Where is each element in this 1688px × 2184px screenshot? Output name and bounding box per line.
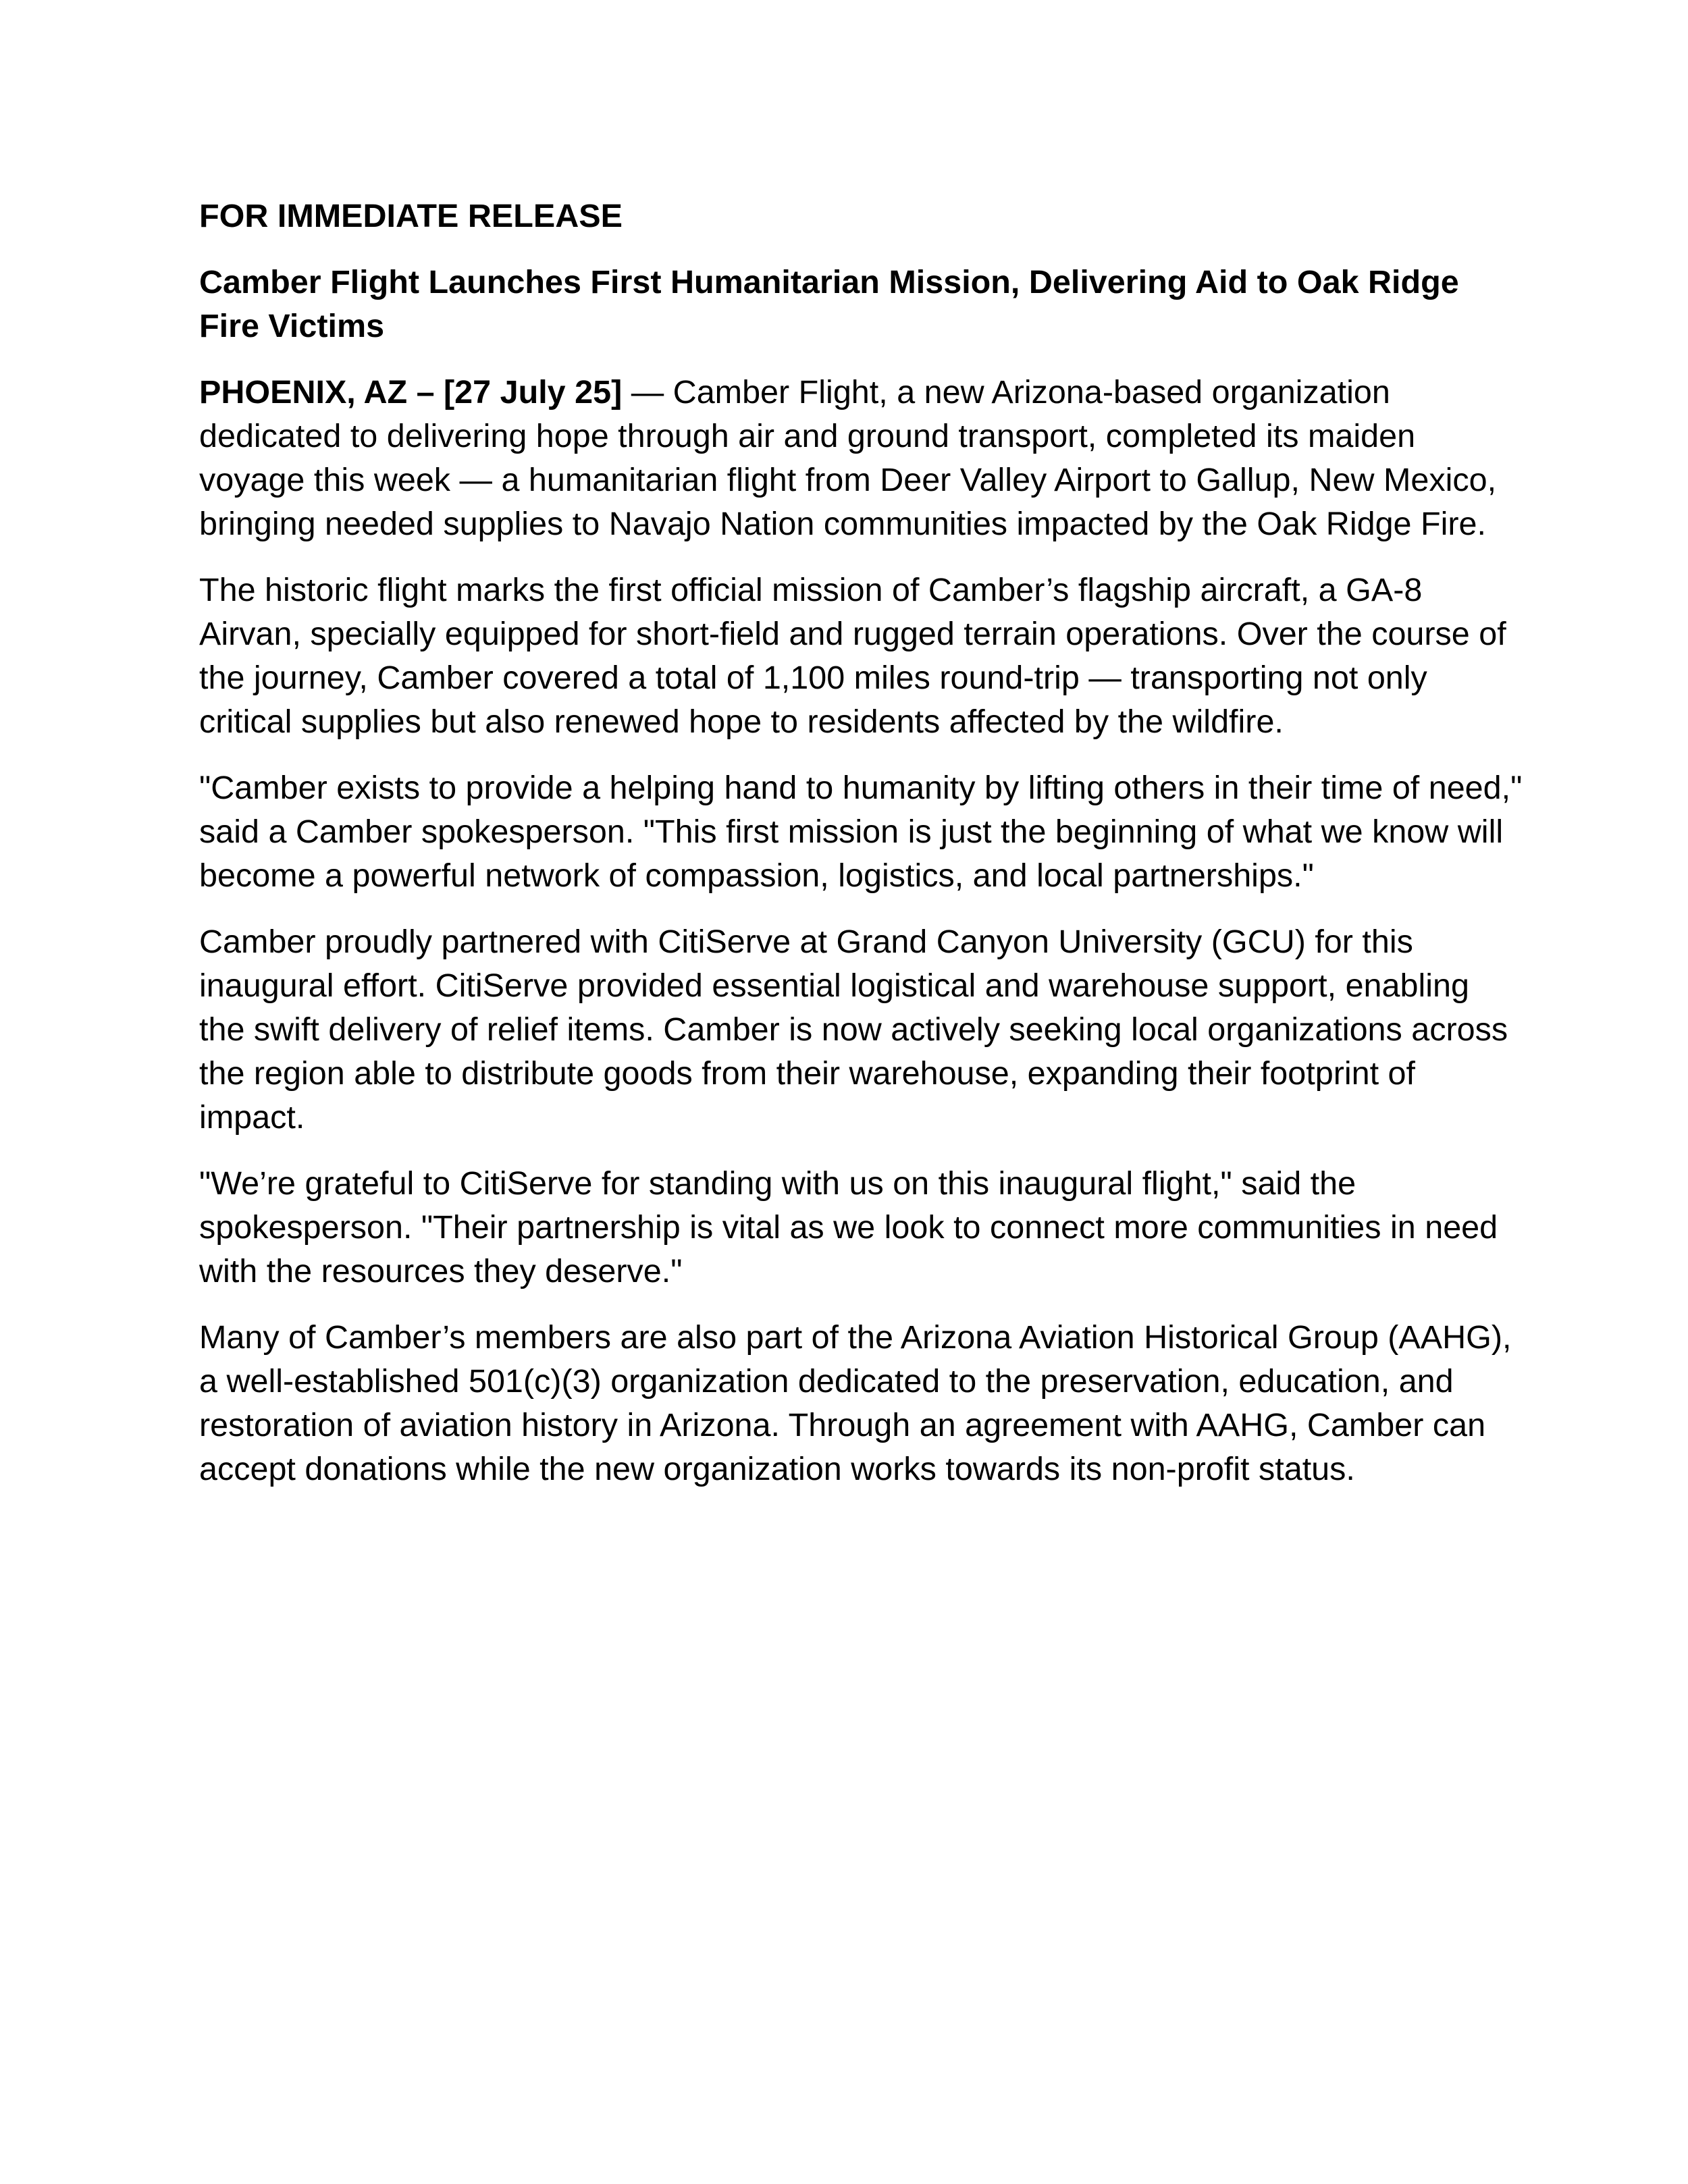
paragraph-1-text: — Camber Flight, a new Arizona-based organization dedicated to delivering hope through air and ground transport, completed its maiden voyage this week — a humanitarian flight from Deer Valley Airport to Gallup, New Mexico, bringing needed supplies to Navajo Nation communities impacted by the Oak Ridge Fire. bbox=[199, 374, 1497, 542]
paragraph-3: "Camber exists to provide a helping hand to humanity by lifting others in their time of need," said a Camber spokesperson. "This first mission is just the beginning of what we know will become a powerful network of compassion, logistics, and local partnerships." bbox=[199, 770, 1523, 894]
press-release-body bbox=[199, 194, 1523, 1514]
paragraph-5: "We’re grateful to CitiServe for standing with us on this inaugural flight," said the spokesperson. "Their partnership is vital as we look to connect more communities in need with the resources they deserve." bbox=[199, 1165, 1498, 1289]
paragraph-6: Many of Camber’s members are also part of the Arizona Aviation Historical Group (AAHG), a well-established 501(c)(3) organization dedicated to the preservation, education, and restoration of aviation history in Arizona. Through an agreement with AAHG, Camber can accept donations while the new organization works towards its non-profit status. bbox=[199, 1319, 1512, 1487]
paragraph-4: Camber proudly partnered with CitiServe at Grand Canyon University (GCU) for this inaugural effort. CitiServe provided essential logistical and warehouse support, enabling the swift delivery of relief items. Camber is now actively seeking local organizations across the region able to distribute goods from their warehouse, expanding their footprint of impact. bbox=[199, 924, 1508, 1136]
paragraph-dateline bbox=[199, 371, 1523, 546]
paragraph-2: The historic flight marks the first official mission of Camber’s flagship aircraft, a GA-8 Airvan, specially equipped for short-field and rugged terrain operations. Over the course of the journey, Camber covered a total of 1,100 miles round-trip — transporting not only critical supplies but also renewed hope to residents affected by the wildfire. bbox=[199, 572, 1506, 740]
release-label: FOR IMMEDIATE RELEASE bbox=[199, 198, 623, 234]
headline: Camber Flight Launches First Humanitarian Mission, Delivering Aid to Oak Ridge Fire Victims bbox=[199, 264, 1459, 344]
dateline: PHOENIX, AZ – [27 July 25] bbox=[199, 374, 623, 410]
